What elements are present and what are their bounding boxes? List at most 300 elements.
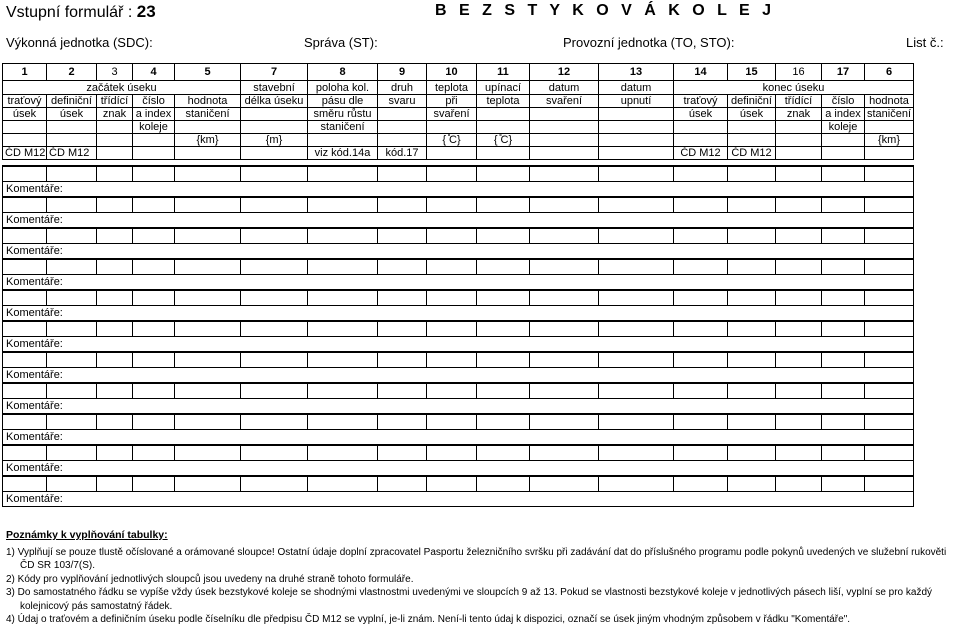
comment-cell[interactable]: Komentáře: — [3, 213, 914, 229]
entry-cell[interactable] — [47, 445, 97, 461]
entry-cell[interactable] — [776, 383, 822, 399]
entry-cell[interactable] — [530, 290, 599, 306]
entry-cell[interactable] — [133, 290, 175, 306]
entry-cell[interactable] — [776, 197, 822, 213]
entry-cell[interactable] — [728, 414, 776, 430]
col-number: 1 — [3, 64, 47, 81]
entry-cell[interactable] — [175, 414, 241, 430]
entry-cell[interactable] — [175, 445, 241, 461]
entry-cell[interactable] — [427, 228, 477, 244]
entry-cell[interactable] — [530, 352, 599, 368]
entry-cell[interactable] — [822, 166, 865, 182]
entry-cell[interactable] — [599, 290, 674, 306]
entry-cell[interactable] — [133, 321, 175, 337]
entry-cell[interactable] — [175, 383, 241, 399]
entry-cell[interactable] — [674, 414, 728, 430]
label-tratovy-end: traťový — [674, 95, 728, 108]
label-row-3 — [3, 121, 914, 134]
entry-cell[interactable] — [599, 259, 674, 275]
comment-cell[interactable]: Komentáře: — [3, 275, 914, 291]
entry-row — [3, 259, 914, 275]
unit-km: {km} — [175, 134, 241, 147]
header-teplota: teplota — [427, 81, 477, 95]
group-header-row — [3, 81, 914, 95]
label-tratovy: úsek — [3, 108, 47, 121]
entry-cell[interactable] — [175, 352, 241, 368]
entry-cell[interactable] — [477, 414, 530, 430]
col-number: 13 — [599, 64, 674, 81]
entry-cell[interactable] — [47, 166, 97, 182]
entry-row — [3, 414, 914, 430]
entry-cell[interactable] — [97, 290, 133, 306]
comment-cell[interactable]: Komentáře: — [3, 492, 914, 507]
entry-cell[interactable] — [674, 321, 728, 337]
col-number: 8 — [308, 64, 378, 81]
entry-cell[interactable] — [175, 197, 241, 213]
entry-cell[interactable] — [477, 321, 530, 337]
entry-cell[interactable] — [133, 166, 175, 182]
entry-cell[interactable] — [865, 352, 914, 368]
col-number: 3 — [97, 64, 133, 81]
entry-cell[interactable] — [477, 476, 530, 492]
comment-cell[interactable]: Komentáře: — [3, 337, 914, 353]
group-start-header: začátek úseku — [3, 81, 241, 95]
col-number: 6 — [865, 64, 914, 81]
entry-cell[interactable] — [308, 259, 378, 275]
entry-table — [2, 165, 914, 507]
col-number: 2 — [47, 64, 97, 81]
comment-row — [3, 368, 914, 384]
entry-cell[interactable] — [728, 383, 776, 399]
administration-label: Správa (ST): — [304, 35, 378, 50]
entry-cell[interactable] — [865, 414, 914, 430]
comment-row — [3, 337, 914, 353]
entry-cell[interactable] — [530, 476, 599, 492]
entry-cell[interactable] — [97, 414, 133, 430]
label-svaru: svaru — [378, 95, 427, 108]
entry-cell[interactable] — [728, 290, 776, 306]
data-table — [2, 63, 914, 160]
entry-cell[interactable] — [776, 352, 822, 368]
entry-cell[interactable] — [822, 197, 865, 213]
entry-cell[interactable] — [530, 445, 599, 461]
entry-cell[interactable] — [3, 445, 47, 461]
entry-cell[interactable] — [530, 259, 599, 275]
entry-cell[interactable] — [427, 197, 477, 213]
entry-cell[interactable] — [865, 259, 914, 275]
entry-cell[interactable] — [3, 166, 47, 182]
entry-cell[interactable] — [776, 166, 822, 182]
label-row-2 — [3, 108, 914, 121]
comment-row — [3, 182, 914, 198]
entry-cell[interactable] — [599, 445, 674, 461]
col-number: 5 — [175, 64, 241, 81]
notes-section — [6, 529, 956, 627]
entry-cell[interactable] — [674, 383, 728, 399]
col-number: 10 — [427, 64, 477, 81]
entry-cell[interactable] — [241, 414, 308, 430]
entry-cell[interactable] — [865, 197, 914, 213]
entry-cell[interactable] — [308, 476, 378, 492]
note-item: 3) Do samostatného řádku se vypíše vždy úsek bezstykové koleje se shodnými vlastnostmi uvedenými ve sloupcích 9 až 13. Pokud se vlastnosti bezstykové koleje v jednotlivých pásech liší, vyplní se pro každý kolejnicový pás samostatný řádek. — [6, 587, 933, 612]
comment-row — [3, 244, 914, 260]
entry-cell[interactable] — [599, 321, 674, 337]
entry-cell[interactable] — [378, 166, 427, 182]
comment-cell[interactable]: Komentáře: — [3, 399, 914, 415]
col-number: 11 — [477, 64, 530, 81]
comment-cell[interactable]: Komentáře: — [3, 244, 914, 260]
entry-cell[interactable] — [97, 383, 133, 399]
entry-cell[interactable] — [427, 290, 477, 306]
entry-cell[interactable] — [47, 228, 97, 244]
entry-cell[interactable] — [728, 197, 776, 213]
form-label: Vstupní formulář : 23 — [6, 2, 156, 21]
label-svareni: svaření — [530, 95, 599, 108]
entry-cell[interactable] — [378, 352, 427, 368]
comment-cell[interactable]: Komentáře: — [3, 182, 914, 198]
entry-cell[interactable] — [3, 383, 47, 399]
code-kod-17: kód.17 — [378, 147, 427, 160]
label-cislo-end: koleje — [822, 121, 865, 134]
entry-cell[interactable] — [378, 321, 427, 337]
entry-cell[interactable] — [776, 290, 822, 306]
label-cislo-end: číslo — [822, 95, 865, 108]
entry-row — [3, 197, 914, 213]
form-number: 23 — [136, 2, 156, 21]
entry-cell[interactable] — [822, 259, 865, 275]
entry-cell[interactable] — [133, 259, 175, 275]
entry-cell[interactable] — [822, 414, 865, 430]
entry-cell[interactable] — [728, 445, 776, 461]
entry-row — [3, 228, 914, 244]
entry-cell[interactable] — [728, 166, 776, 182]
label-pasu: směru růstu — [308, 108, 378, 121]
entry-cell[interactable] — [728, 228, 776, 244]
entry-cell[interactable] — [47, 321, 97, 337]
entry-cell[interactable] — [822, 352, 865, 368]
entry-cell[interactable] — [378, 197, 427, 213]
entry-cell[interactable] — [427, 352, 477, 368]
page-title: B E Z S T Y K O V Á K O L E J — [435, 2, 776, 19]
entry-cell[interactable] — [47, 352, 97, 368]
entry-cell[interactable] — [427, 476, 477, 492]
entry-cell[interactable] — [308, 445, 378, 461]
entry-cell[interactable] — [674, 228, 728, 244]
header-poloha: poloha kol. — [308, 81, 378, 95]
entry-cell[interactable] — [308, 290, 378, 306]
label-definicni-end: úsek — [728, 108, 776, 121]
entry-cell[interactable] — [133, 197, 175, 213]
entry-cell[interactable] — [865, 476, 914, 492]
entry-cell[interactable] — [3, 321, 47, 337]
entry-cell[interactable] — [530, 414, 599, 430]
label-pri: svaření — [427, 108, 477, 121]
entry-cell[interactable] — [427, 321, 477, 337]
entry-cell[interactable] — [776, 228, 822, 244]
entry-cell[interactable] — [728, 259, 776, 275]
entry-cell[interactable] — [308, 321, 378, 337]
header-stavebni: stavební — [241, 81, 308, 95]
empty — [530, 108, 599, 121]
comment-row — [3, 306, 914, 322]
entry-cell[interactable] — [97, 321, 133, 337]
entry-cell[interactable] — [97, 352, 133, 368]
col-number: 15 — [728, 64, 776, 81]
entry-cell[interactable] — [378, 228, 427, 244]
note-item: 1) Vyplňují se pouze tlustě očíslované a orámované sloupce! Ostatní údaje doplní zpracovatel Pasportu železničního svršku při zadávání dat do příslušného programu podle pokynů uvedených ve služební rukověti ČD SR 103/7(S). — [6, 546, 947, 571]
entry-cell[interactable] — [477, 290, 530, 306]
entry-cell[interactable] — [477, 352, 530, 368]
label-definicni-end: definiční — [728, 95, 776, 108]
entry-cell[interactable] — [477, 228, 530, 244]
entry-cell[interactable] — [674, 259, 728, 275]
comment-row — [3, 492, 914, 507]
unit-celsius: { ̊C} — [477, 134, 530, 147]
entry-cell[interactable] — [97, 228, 133, 244]
entry-cell[interactable] — [47, 383, 97, 399]
comment-row — [3, 275, 914, 291]
entry-cell[interactable] — [97, 197, 133, 213]
entry-cell[interactable] — [3, 290, 47, 306]
entry-cell[interactable] — [530, 321, 599, 337]
entry-cell[interactable] — [530, 166, 599, 182]
entry-cell[interactable] — [865, 290, 914, 306]
entry-cell[interactable] — [776, 259, 822, 275]
entry-cell[interactable] — [378, 414, 427, 430]
entry-cell[interactable] — [133, 445, 175, 461]
code-cd-m12: ČD M12 — [3, 147, 47, 160]
label-cislo: koleje — [133, 121, 175, 134]
entry-cell[interactable] — [47, 197, 97, 213]
entry-cell[interactable] — [427, 445, 477, 461]
label-pasu: pásu dle — [308, 95, 378, 108]
entry-cell[interactable] — [477, 445, 530, 461]
entry-cell[interactable] — [674, 445, 728, 461]
entry-cell[interactable] — [477, 166, 530, 182]
entry-cell[interactable] — [97, 259, 133, 275]
entry-cell[interactable] — [776, 445, 822, 461]
entry-cell[interactable] — [378, 476, 427, 492]
entry-cell[interactable] — [3, 352, 47, 368]
entry-cell[interactable] — [776, 321, 822, 337]
entry-cell[interactable] — [308, 352, 378, 368]
entry-cell[interactable] — [599, 476, 674, 492]
entry-cell[interactable] — [175, 290, 241, 306]
entry-cell[interactable] — [308, 383, 378, 399]
label-tratovy: traťový — [3, 95, 47, 108]
entry-cell[interactable] — [530, 197, 599, 213]
label-definicni: úsek — [47, 108, 97, 121]
label-tridici: třídící — [97, 95, 133, 108]
entry-row — [3, 445, 914, 461]
entry-cell[interactable] — [175, 166, 241, 182]
entry-cell[interactable] — [241, 321, 308, 337]
entry-cell[interactable] — [241, 259, 308, 275]
label-hodnota: staničení — [175, 108, 241, 121]
entry-cell[interactable] — [728, 321, 776, 337]
label-delka: délka úseku — [241, 95, 308, 108]
entry-row — [3, 352, 914, 368]
empty — [241, 108, 308, 121]
entry-cell[interactable] — [477, 383, 530, 399]
entry-cell[interactable] — [175, 476, 241, 492]
entry-cell[interactable] — [427, 259, 477, 275]
empty — [477, 108, 530, 121]
entry-cell[interactable] — [599, 414, 674, 430]
entry-cell[interactable] — [47, 259, 97, 275]
entry-cell[interactable] — [3, 228, 47, 244]
entry-cell[interactable] — [241, 166, 308, 182]
entry-cell[interactable] — [241, 352, 308, 368]
entry-cell[interactable] — [47, 414, 97, 430]
entry-cell[interactable] — [97, 445, 133, 461]
executive-unit-label: Výkonná jednotka (SDC): — [6, 35, 153, 50]
entry-cell[interactable] — [427, 166, 477, 182]
entry-cell[interactable] — [674, 476, 728, 492]
entry-cell[interactable] — [776, 476, 822, 492]
label-tridici-end: třídící — [776, 95, 822, 108]
entry-cell[interactable] — [599, 352, 674, 368]
entry-cell[interactable] — [175, 228, 241, 244]
label-tridici-end: znak — [776, 108, 822, 121]
label-tratovy-end: úsek — [674, 108, 728, 121]
col-number: 9 — [378, 64, 427, 81]
entry-cell[interactable] — [599, 383, 674, 399]
label-pasu: staničení — [308, 121, 378, 134]
entry-cell[interactable] — [776, 414, 822, 430]
entry-cell[interactable] — [97, 476, 133, 492]
entry-cell[interactable] — [308, 166, 378, 182]
comment-cell[interactable]: Komentáře: — [3, 306, 914, 322]
label-pri: při — [427, 95, 477, 108]
entry-cell[interactable] — [599, 197, 674, 213]
comment-cell[interactable]: Komentáře: — [3, 368, 914, 384]
unit-m: {m} — [241, 134, 308, 147]
entry-cell[interactable] — [822, 383, 865, 399]
label-row-1 — [3, 95, 914, 108]
entry-cell[interactable] — [308, 414, 378, 430]
entry-cell[interactable] — [865, 321, 914, 337]
entry-cell[interactable] — [822, 445, 865, 461]
entry-cell[interactable] — [378, 290, 427, 306]
entry-cell[interactable] — [133, 476, 175, 492]
entry-cell[interactable] — [822, 290, 865, 306]
entry-cell[interactable] — [477, 197, 530, 213]
header-datum2: datum — [599, 81, 674, 95]
entry-cell[interactable] — [3, 476, 47, 492]
label-cislo: číslo — [133, 95, 175, 108]
entry-cell[interactable] — [241, 197, 308, 213]
entry-cell[interactable] — [133, 414, 175, 430]
comment-row — [3, 461, 914, 477]
label-upnuti: upnutí — [599, 95, 674, 108]
entry-cell[interactable] — [175, 259, 241, 275]
label-hodnota-end: hodnota — [865, 95, 914, 108]
entry-cell[interactable] — [728, 352, 776, 368]
entry-cell[interactable] — [477, 259, 530, 275]
entry-cell[interactable] — [308, 228, 378, 244]
label-definicni: definiční — [47, 95, 97, 108]
entry-cell[interactable] — [599, 228, 674, 244]
units-row — [3, 134, 914, 147]
label-cislo-end: a index — [822, 108, 865, 121]
entry-cell[interactable] — [308, 197, 378, 213]
entry-cell[interactable] — [530, 228, 599, 244]
label-teplota: teplota — [477, 95, 530, 108]
entry-cell[interactable] — [674, 197, 728, 213]
col-number: 14 — [674, 64, 728, 81]
entry-cell[interactable] — [822, 228, 865, 244]
entry-cell[interactable] — [599, 166, 674, 182]
label-tridici: znak — [97, 108, 133, 121]
entry-row — [3, 321, 914, 337]
comment-row — [3, 430, 914, 446]
entry-cell[interactable] — [241, 445, 308, 461]
entry-cell[interactable] — [241, 290, 308, 306]
entry-cell[interactable] — [241, 228, 308, 244]
code-cd-m12: ČD M12 — [728, 147, 776, 160]
entry-cell[interactable] — [133, 383, 175, 399]
empty — [599, 108, 674, 121]
entry-cell[interactable] — [241, 476, 308, 492]
entry-cell[interactable] — [865, 166, 914, 182]
entry-cell[interactable] — [47, 290, 97, 306]
entry-cell[interactable] — [822, 476, 865, 492]
entry-cell[interactable] — [3, 197, 47, 213]
entry-cell[interactable] — [378, 445, 427, 461]
entry-cell[interactable] — [47, 476, 97, 492]
column-number-row — [3, 64, 914, 81]
entry-cell[interactable] — [822, 321, 865, 337]
comment-row — [3, 213, 914, 229]
entry-cell[interactable] — [674, 352, 728, 368]
note-item: 2) Kódy pro vyplňování jednotlivých sloupců jsou uvedeny na druhé straně tohoto formuláře. — [6, 573, 414, 585]
entry-cell[interactable] — [728, 476, 776, 492]
entry-cell[interactable] — [427, 414, 477, 430]
entry-cell[interactable] — [865, 383, 914, 399]
entry-cell[interactable] — [133, 352, 175, 368]
entry-cell[interactable] — [378, 383, 427, 399]
empty — [378, 108, 427, 121]
entry-row — [3, 290, 914, 306]
entry-cell[interactable] — [865, 228, 914, 244]
header-upinaci: upínací — [477, 81, 530, 95]
col-number: 4 — [133, 64, 175, 81]
group-end-header: konec úseku — [674, 81, 914, 95]
comment-cell[interactable]: Komentáře: — [3, 461, 914, 477]
col-number: 12 — [530, 64, 599, 81]
entry-cell[interactable] — [3, 259, 47, 275]
entry-cell[interactable] — [378, 259, 427, 275]
entry-cell[interactable] — [133, 228, 175, 244]
comment-cell[interactable]: Komentáře: — [3, 430, 914, 446]
entry-cell[interactable] — [3, 414, 47, 430]
entry-cell[interactable] — [97, 166, 133, 182]
header-datum1: datum — [530, 81, 599, 95]
header-druh: druh — [378, 81, 427, 95]
code-cd-m12: ČD M12 — [674, 147, 728, 160]
entry-cell[interactable] — [427, 383, 477, 399]
label-hodnota-end: staničení — [865, 108, 914, 121]
col-number: 16 — [776, 64, 822, 81]
note-item: 4) Údaj o traťovém a definičním úseku podle číselníku dle předpisu ČD M12 se vyplní, je-li znám. Není-li tento údaj k dispozici, označí se úsek jiným vhodným způsobem v řádku "Komentáře". — [6, 614, 851, 625]
entry-cell[interactable] — [865, 445, 914, 461]
entry-cell[interactable] — [530, 383, 599, 399]
entry-cell[interactable] — [674, 290, 728, 306]
entry-cell[interactable] — [175, 321, 241, 337]
entry-cell[interactable] — [674, 166, 728, 182]
entry-cell[interactable] — [241, 383, 308, 399]
